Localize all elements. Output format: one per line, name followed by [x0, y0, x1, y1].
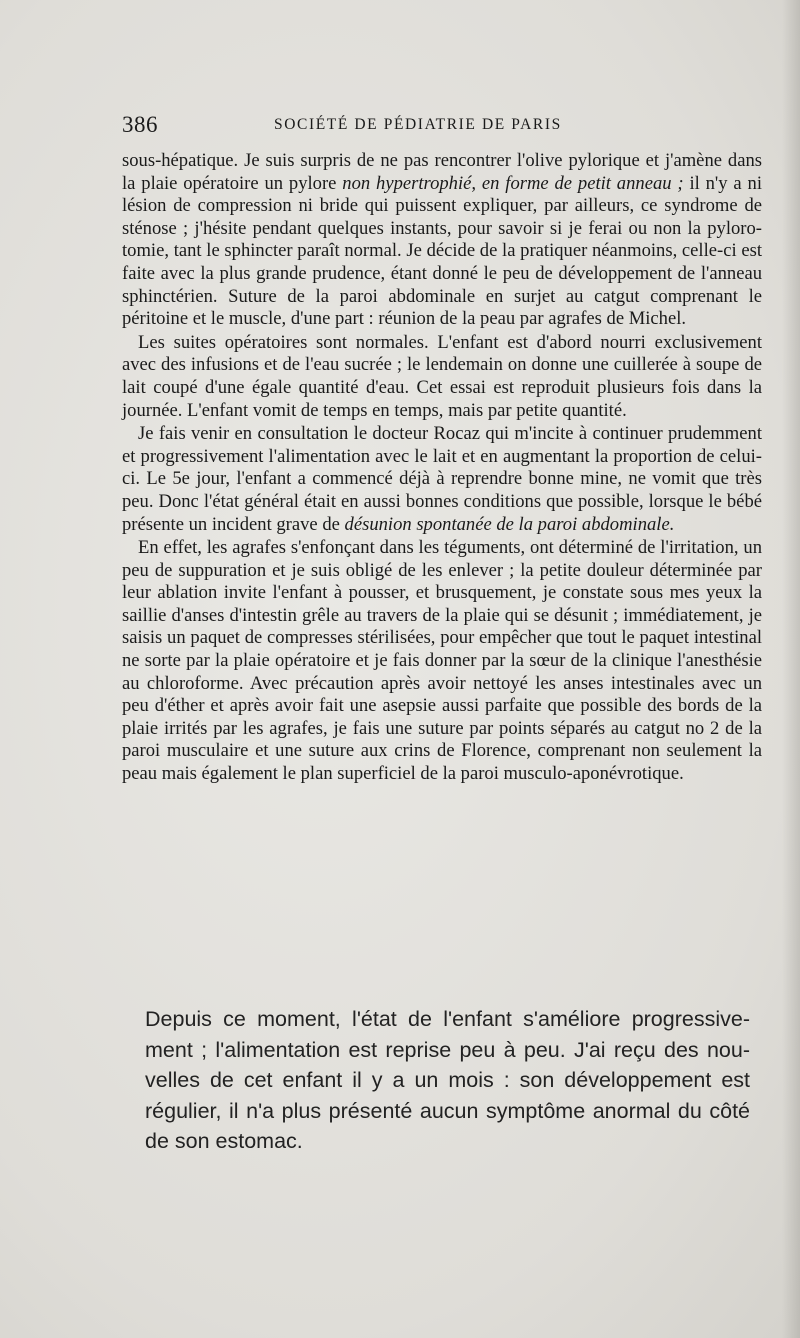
paragraph-1-text-a: sous-hépatique. Je suis surpris de ne pas rencontrer l'olive pylorique et j'amène dans la plaie opératoire un pylore — [122, 150, 762, 194]
page-number: 386 — [122, 112, 158, 137]
paragraph-1-text-c: il n'y a ni lésion de compression ni bride qui puissent expliquer, par ailleurs, ce syndrome de sténose ; j'hésite pendant quelques instants, pour savoir si je ferai ou non la pylorotomie, tant le sphincter paraît normal. Je décide de la pratiquer néanmoins, celle-ci est faite avec la plus grande prudence, étant donné le peu de développement de l'anneau sphinctérien. Suture de la paroi abdominale en surjet au catgut comprenant le péritoine et le muscle, d'une part : réunion de la peau par agrafes de Michel. — [122, 172, 762, 330]
final-paragraph-text: Depuis ce moment, l'état de l'enfant s'améliore progressivement ; l'alimentation est reprise peu à peu. J'ai reçu des nouvelles de cet enfant il y a un mois : son développement est régulier, il n'a plus présenté aucun symptôme anormal du côté de son estomac. — [145, 1007, 750, 1154]
paragraph-3-italic: désunion spontanée de la paroi abdominale. — [344, 513, 675, 535]
running-head: SOCIÉTÉ DE PÉDIATRIE DE PARIS — [274, 116, 562, 133]
paragraph-1 — [122, 150, 762, 331]
body-text — [122, 150, 762, 786]
page-edge-shadow — [782, 0, 800, 1338]
paragraph-3 — [122, 423, 762, 536]
paragraph-3-text-a: Je fais venir en consultation le docteur Rocaz qui m'incite à continuer prudemment et progressivement l'alimentation avec le lait et en augmentant la proportion de celui-ci. Le 5e jour, l'enfant a commencé déjà à reprendre bonne mine, ne vomit que très peu. Donc l'état général était en aussi bonnes conditions que possible, lorsque le bébé présente un incident grave de — [122, 423, 762, 535]
paragraph-1-italic: non hypertrophié, en forme de petit anneau ; — [342, 172, 684, 194]
page-header — [122, 112, 762, 142]
paragraph-2: Les suites opératoires sont normales. L'enfant est d'abord nourri exclusivement avec des infusions et de l'eau sucrée ; le lendemain on donne une cuillerée à soupe de lait coupé d'une égale quantité d'eau. Cet essai est reproduit plusieurs fois dans la journée. L'enfant vomit de temps en temps, mais par petite quantité. — [122, 331, 762, 421]
paragraph-4: En effet, les agrafes s'enfonçant dans les téguments, ont déterminé de l'irritation, un peu de suppuration et je suis obligé de les enlever ; la petite douleur déterminée par leur ablation invite l'enfant à pousser, et brusquement, je constate sous mes yeux la saillie d'anses d'intestin grêle au travers de la plaie qui se désunit ; immédiatement, je saisis un paquet de compresses stérilisées, pour empêcher que tout le paquet intestinal ne sorte par la plaie opératoire et je fais donner par la sœur de la clinique l'anesthésie au chloroforme. Avec précaution après avoir nettoyé les anses intestinales avec un peu d'éther et après avoir fait une asepsie aussi parfaite que possible des bords de la plaie irrités par les agrafes, je fais une suture par points séparés au catgut no 2 de la paroi musculaire et une suture aux crins de Florence, comprenant non seulement la peau mais également le plan superficiel de la paroi musculo-aponévrotique. — [122, 537, 762, 785]
final-paragraph — [145, 1004, 750, 1157]
